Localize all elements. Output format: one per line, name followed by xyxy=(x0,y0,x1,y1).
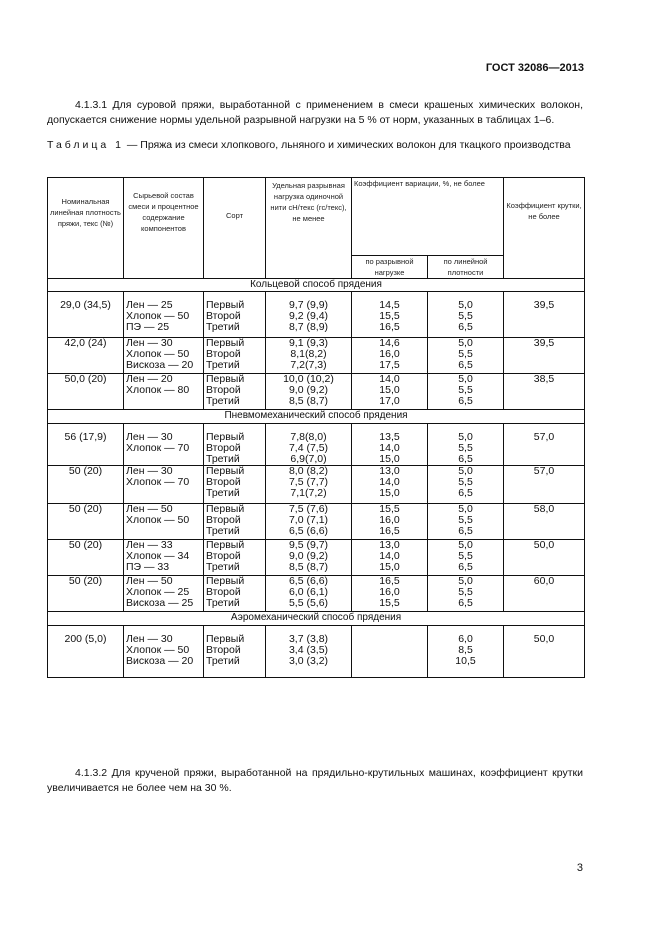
strength-cell-line: 9,1 (9,3) xyxy=(288,337,329,349)
grade-cell xyxy=(204,504,266,540)
table-row xyxy=(48,292,585,338)
strength-cell-line: 8,1(8,2) xyxy=(290,348,327,360)
section-title: Кольцевой способ прядения xyxy=(48,279,585,292)
density-cell-value: 50 (20) xyxy=(68,503,103,515)
twist-cell xyxy=(504,576,585,612)
composition-cell xyxy=(124,576,204,612)
twist-cell xyxy=(504,292,585,338)
page-number: 3 xyxy=(576,862,583,874)
strength-cell-line: 3,7 (3,8) xyxy=(288,633,329,645)
cv-load-cell-line: 15,0 xyxy=(379,561,400,573)
grade-cell xyxy=(204,292,266,338)
table-row xyxy=(48,338,585,374)
grade-cell-line: Первый xyxy=(206,575,245,587)
section-title: Аэромеханический способ прядения xyxy=(48,612,585,626)
twist-cell xyxy=(504,540,585,576)
composition-cell-line: Хлопок — 50 xyxy=(126,644,190,656)
cv-load-cell xyxy=(352,576,428,612)
table-row xyxy=(48,374,585,410)
cv-load-cell-line: 13,0 xyxy=(379,539,400,551)
strength-cell-line: 6,5 (6,6) xyxy=(288,575,329,587)
strength-cell-line: 3,4 (3,5) xyxy=(288,644,329,656)
strength-cell xyxy=(266,626,352,678)
twist-cell-value: 50,0 xyxy=(533,539,555,551)
cv-density-cell xyxy=(428,626,504,678)
cv-density-cell-line: 6,5 xyxy=(458,597,473,609)
paragraph-4-1-3-2 xyxy=(47,766,583,796)
cv-load-cell xyxy=(352,338,428,374)
cv-load-cell-line: 14,0 xyxy=(379,373,400,385)
header-density: Номинальная линейная плотность пряжи, текс (№) xyxy=(48,178,124,279)
grade-cell-line: Третий xyxy=(206,321,240,333)
grade-cell xyxy=(204,338,266,374)
strength-cell-line: 9,2 (9,4) xyxy=(288,310,329,322)
density-cell-value: 50 (20) xyxy=(68,539,103,551)
composition-cell-line: Хлопок — 34 xyxy=(126,550,190,562)
grade-cell-line: Первый xyxy=(206,337,245,349)
composition-cell-line: Вискоза — 25 xyxy=(126,597,194,609)
strength-cell-line: 6,9(7,0) xyxy=(290,453,327,465)
strength-cell-line: 7,1(7,2) xyxy=(290,487,327,499)
header-variation: Коэффициент вариации, %, не более xyxy=(352,178,504,256)
strength-cell-line: 8,5 (8,7) xyxy=(288,395,329,407)
twist-cell-value: 39,5 xyxy=(533,299,555,311)
twist-cell-value: 39,5 xyxy=(533,337,555,349)
strength-cell-line: 9,7 (9,9) xyxy=(288,299,329,311)
strength-cell-line: 7,8(8,0) xyxy=(290,431,327,443)
strength-cell xyxy=(266,466,352,504)
composition-cell xyxy=(124,540,204,576)
cv-density-cell-line: 5,0 xyxy=(458,539,473,551)
table-body xyxy=(48,279,585,678)
grade-cell-line: Второй xyxy=(206,384,241,396)
composition-cell-line: ПЭ — 33 xyxy=(126,561,170,573)
grade-cell-line: Первый xyxy=(206,633,245,645)
cv-density-cell-line: 5,5 xyxy=(458,348,473,360)
cv-density-cell-line: 5,0 xyxy=(458,337,473,349)
strength-cell xyxy=(266,338,352,374)
density-cell-value: 50 (20) xyxy=(68,575,103,587)
grade-cell-line: Второй xyxy=(206,476,241,488)
composition-cell-line: Хлопок — 50 xyxy=(126,348,190,360)
density-cell-value: 56 (17,9) xyxy=(64,431,107,443)
composition-cell-line: Вискоза — 20 xyxy=(126,655,194,667)
grade-cell xyxy=(204,374,266,410)
document-header: ГОСТ 32086—2013 xyxy=(485,62,584,74)
cv-density-cell-line: 6,5 xyxy=(458,395,473,407)
cv-density-cell-line: 6,0 xyxy=(458,633,473,645)
density-cell xyxy=(48,540,124,576)
composition-cell xyxy=(124,374,204,410)
cv-load-cell xyxy=(352,292,428,338)
grade-cell-line: Второй xyxy=(206,550,241,562)
composition-cell-line: Хлопок — 70 xyxy=(126,476,190,488)
grade-cell-line: Первый xyxy=(206,299,245,311)
grade-cell-line: Второй xyxy=(206,442,241,454)
cv-density-cell-line: 6,5 xyxy=(458,359,473,371)
grade-cell-line: Второй xyxy=(206,348,241,360)
cv-density-cell-line: 5,5 xyxy=(458,310,473,322)
cv-load-cell-line: 15,0 xyxy=(379,384,400,396)
composition-cell-line: Лен — 25 xyxy=(126,299,173,311)
grade-cell xyxy=(204,540,266,576)
table-row xyxy=(48,576,585,612)
density-cell-value: 200 (5,0) xyxy=(64,633,107,645)
cv-load-cell xyxy=(352,424,428,466)
composition-cell-line: Лен — 30 xyxy=(126,633,173,645)
cv-density-cell-line: 6,5 xyxy=(458,453,473,465)
grade-cell-line: Первый xyxy=(206,539,245,551)
cv-load-cell-line: 17,5 xyxy=(379,359,400,371)
strength-cell-line: 9,0 (9,2) xyxy=(288,384,329,396)
composition-cell-line: Хлопок — 70 xyxy=(126,442,190,454)
cv-load-cell-line: 13,5 xyxy=(379,431,400,443)
density-cell xyxy=(48,504,124,540)
cv-density-cell-line: 5,0 xyxy=(458,431,473,443)
section-title: Пневмомеханический способ прядения xyxy=(48,410,585,424)
cv-density-cell xyxy=(428,424,504,466)
strength-cell xyxy=(266,504,352,540)
cv-density-cell-line: 6,5 xyxy=(458,321,473,333)
grade-cell-line: Третий xyxy=(206,359,240,371)
composition-cell xyxy=(124,626,204,678)
cv-load-cell-line: 16,0 xyxy=(379,586,400,598)
strength-cell-line: 10,0 (10,2) xyxy=(283,373,334,385)
table-row xyxy=(48,504,585,540)
twist-cell-value: 57,0 xyxy=(533,465,555,477)
yarn-table xyxy=(47,177,585,678)
twist-cell xyxy=(504,466,585,504)
cv-load-cell-line: 16,5 xyxy=(379,321,400,333)
strength-cell-line: 7,2(7,3) xyxy=(290,359,327,371)
grade-cell-line: Первый xyxy=(206,465,245,477)
cv-load-cell xyxy=(352,626,428,678)
twist-cell xyxy=(504,626,585,678)
section-row xyxy=(48,410,585,424)
grade-cell-line: Второй xyxy=(206,514,241,526)
composition-cell xyxy=(124,504,204,540)
composition-cell-line: Хлопок — 50 xyxy=(126,514,190,526)
strength-cell-line: 8,0 (8,2) xyxy=(288,465,329,477)
header-strength: Удельная разрывная нагрузка одиночной нити сН/текс (гс/текс), не менее xyxy=(266,178,352,279)
composition-cell-line: Хлопок — 80 xyxy=(126,384,190,396)
density-cell xyxy=(48,292,124,338)
header-variation-density: по линейной плотности xyxy=(428,256,504,279)
paragraph-text: 4.1.3.1 Для суровой пряжи, выработанной с применением в смеси крашеных химических волокон, допускается снижение нормы удельной разрывной нагрузки на 5 % от норм, указанных в таблицах 1–6. xyxy=(47,99,583,126)
cv-density-cell-line: 5,5 xyxy=(458,476,473,488)
composition-cell-line: Хлопок — 25 xyxy=(126,586,190,598)
cv-load-cell-line: 16,5 xyxy=(379,575,400,587)
grade-cell-line: Второй xyxy=(206,644,241,656)
cv-density-cell-line: 5,5 xyxy=(458,442,473,454)
composition-cell-line: Лен — 30 xyxy=(126,337,173,349)
twist-cell xyxy=(504,338,585,374)
cv-load-cell-line: 14,5 xyxy=(379,299,400,311)
composition-cell xyxy=(124,424,204,466)
twist-cell-value: 57,0 xyxy=(533,431,555,443)
paragraph-4-1-3-1 xyxy=(47,98,583,128)
cv-density-cell xyxy=(428,540,504,576)
strength-cell-line: 8,5 (8,7) xyxy=(288,561,329,573)
cv-load-cell-line: 17,0 xyxy=(379,395,400,407)
header-composition: Сырьевой состав смеси и процентное содержание компонентов xyxy=(124,178,204,279)
table-caption-text: — Пряжа из смеси хлопкового, льняного и химических волокон для ткацкого производства xyxy=(123,139,571,151)
strength-cell xyxy=(266,292,352,338)
cv-load-cell-line: 16,5 xyxy=(379,525,400,537)
strength-cell xyxy=(266,540,352,576)
grade-cell-line: Второй xyxy=(206,586,241,598)
density-cell xyxy=(48,466,124,504)
cv-load-cell xyxy=(352,466,428,504)
cv-load-cell-line: 14,6 xyxy=(379,337,400,349)
strength-cell-line: 7,5 (7,7) xyxy=(288,476,329,488)
cv-load-cell-line: 16,0 xyxy=(379,348,400,360)
cv-density-cell-line: 10,5 xyxy=(455,655,476,667)
cv-load-cell-line: 13,0 xyxy=(379,465,400,477)
cv-load-cell-line: 15,0 xyxy=(379,487,400,499)
composition-cell xyxy=(124,466,204,504)
composition-cell-line: ПЭ — 25 xyxy=(126,321,170,333)
cv-load-cell-line: 14,0 xyxy=(379,442,400,454)
cv-density-cell-line: 5,5 xyxy=(458,384,473,396)
cv-density-cell-line: 8,5 xyxy=(458,644,473,656)
density-cell-value: 42,0 (24) xyxy=(64,337,107,349)
grade-cell-line: Третий xyxy=(206,561,240,573)
cv-density-cell-line: 5,0 xyxy=(458,575,473,587)
cv-load-cell-line: 14,0 xyxy=(379,476,400,488)
composition-cell-line: Лен — 33 xyxy=(126,539,173,551)
cv-load-cell-line: 15,5 xyxy=(379,310,400,322)
section-row xyxy=(48,279,585,292)
density-cell xyxy=(48,424,124,466)
cv-load-cell-line: 16,0 xyxy=(379,514,400,526)
strength-cell-line: 3,0 (3,2) xyxy=(288,655,329,667)
density-cell xyxy=(48,374,124,410)
cv-density-cell-line: 6,5 xyxy=(458,561,473,573)
composition-cell-line: Лен — 30 xyxy=(126,465,173,477)
density-cell xyxy=(48,338,124,374)
density-cell-value: 29,0 (34,5) xyxy=(60,299,111,311)
cv-density-cell-line: 5,0 xyxy=(458,503,473,515)
cv-density-cell xyxy=(428,374,504,410)
strength-cell-line: 9,5 (9,7) xyxy=(288,539,329,551)
composition-cell-line: Лен — 20 xyxy=(126,373,173,385)
strength-cell-line: 5,5 (5,6) xyxy=(288,597,329,609)
cv-load-cell xyxy=(352,374,428,410)
table-row xyxy=(48,540,585,576)
cv-density-cell-line: 5,5 xyxy=(458,514,473,526)
composition-cell xyxy=(124,292,204,338)
strength-cell-line: 7,5 (7,6) xyxy=(288,503,329,515)
strength-cell xyxy=(266,424,352,466)
strength-cell-line: 7,0 (7,1) xyxy=(288,514,329,526)
density-cell xyxy=(48,626,124,678)
table-row xyxy=(48,424,585,466)
strength-cell-line: 8,7 (8,9) xyxy=(288,321,329,333)
cv-density-cell-line: 5,0 xyxy=(458,465,473,477)
strength-cell xyxy=(266,374,352,410)
composition-cell xyxy=(124,338,204,374)
cv-load-cell-line: 15,5 xyxy=(379,597,400,609)
cv-density-cell-line: 5,5 xyxy=(458,550,473,562)
grade-cell-line: Первый xyxy=(206,431,245,443)
paragraph-text: 4.1.3.2 Для крученой пряжи, выработанной на прядильно-крутильных машинах, коэффициент крутки увеличивается не более чем на 30 %. xyxy=(47,767,583,794)
twist-cell xyxy=(504,374,585,410)
cv-density-cell-line: 6,5 xyxy=(458,525,473,537)
cv-density-cell-line: 5,5 xyxy=(458,586,473,598)
strength-cell-line: 6,0 (6,1) xyxy=(288,586,329,598)
cv-load-cell-line: 15,5 xyxy=(379,503,400,515)
density-cell-value: 50 (20) xyxy=(68,465,103,477)
composition-cell-line: Лен — 50 xyxy=(126,503,173,515)
grade-cell-line: Третий xyxy=(206,525,240,537)
cv-density-cell xyxy=(428,292,504,338)
strength-cell-line: 9,0 (9,2) xyxy=(288,550,329,562)
grade-cell-line: Третий xyxy=(206,395,240,407)
grade-cell xyxy=(204,626,266,678)
grade-cell-line: Первый xyxy=(206,503,245,515)
header-grade: Сорт xyxy=(204,178,266,279)
grade-cell-line: Третий xyxy=(206,655,240,667)
twist-cell-value: 50,0 xyxy=(533,633,555,645)
cv-density-cell xyxy=(428,504,504,540)
composition-cell-line: Вискоза — 20 xyxy=(126,359,194,371)
table-row xyxy=(48,466,585,504)
cv-density-cell xyxy=(428,576,504,612)
header-twist: Коэффициент крутки, не более xyxy=(504,178,585,279)
twist-cell-value: 60,0 xyxy=(533,575,555,587)
grade-cell xyxy=(204,424,266,466)
twist-cell-value: 38,5 xyxy=(533,373,555,385)
grade-cell-line: Первый xyxy=(206,373,245,385)
header-variation-load: по разрывной нагрузке xyxy=(352,256,428,279)
grade-cell xyxy=(204,466,266,504)
strength-cell-line: 7,4 (7,5) xyxy=(288,442,329,454)
cv-density-cell-line: 5,0 xyxy=(458,373,473,385)
table-caption xyxy=(47,138,583,153)
grade-cell-line: Третий xyxy=(206,487,240,499)
section-row xyxy=(48,612,585,626)
cv-load-cell xyxy=(352,540,428,576)
strength-cell-line: 6,5 (6,6) xyxy=(288,525,329,537)
grade-cell-line: Третий xyxy=(206,453,240,465)
twist-cell-value: 58,0 xyxy=(533,503,555,515)
cv-load-cell-line: 14,0 xyxy=(379,550,400,562)
grade-cell-line: Второй xyxy=(206,310,241,322)
composition-cell-line: Хлопок — 50 xyxy=(126,310,190,322)
twist-cell xyxy=(504,424,585,466)
strength-cell xyxy=(266,576,352,612)
cv-density-cell-line: 5,0 xyxy=(458,299,473,311)
cv-load-cell-line: 15,0 xyxy=(379,453,400,465)
table-row xyxy=(48,626,585,678)
composition-cell-line: Лен — 30 xyxy=(126,431,173,443)
cv-density-cell xyxy=(428,338,504,374)
cv-load-cell xyxy=(352,504,428,540)
twist-cell xyxy=(504,504,585,540)
table-caption-label: Таблица 1 xyxy=(47,139,124,151)
density-cell-value: 50,0 (20) xyxy=(64,373,107,385)
density-cell xyxy=(48,576,124,612)
cv-density-cell xyxy=(428,466,504,504)
composition-cell-line: Лен — 50 xyxy=(126,575,173,587)
cv-density-cell-line: 6,5 xyxy=(458,487,473,499)
grade-cell xyxy=(204,576,266,612)
grade-cell-line: Третий xyxy=(206,597,240,609)
